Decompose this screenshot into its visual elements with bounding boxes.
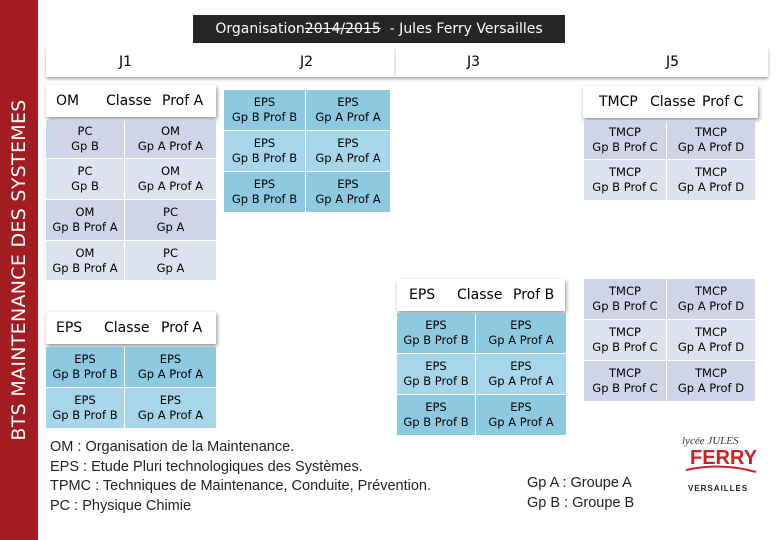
schedule-cell: EPS Gp A Prof A bbox=[125, 388, 216, 428]
j3-eps-header bbox=[397, 279, 565, 311]
header-prof: Prof C bbox=[702, 94, 744, 110]
banner-suffix: - Jules Ferry Versailles bbox=[380, 21, 543, 37]
day-label-j1: J1 bbox=[119, 54, 133, 70]
day-strip-j1-j3 bbox=[46, 47, 396, 77]
header-prof: Prof B bbox=[513, 287, 555, 303]
schedule-cell: TMCP Gp B Prof C bbox=[584, 361, 666, 401]
schedule-cell: OM Gp A Prof A bbox=[125, 159, 216, 199]
schedule-cell: TMCP Gp A Prof D bbox=[667, 120, 755, 159]
header-classe: Classe bbox=[457, 287, 503, 303]
schedule-cell: PC Gp A bbox=[125, 200, 216, 240]
day-label-j2: J2 bbox=[300, 54, 314, 70]
legend-item: PC : Physique Chimie bbox=[50, 497, 192, 514]
schedule-cell: TMCP Gp B Prof C bbox=[584, 160, 666, 200]
logo-line3: VERSAILLES bbox=[688, 484, 749, 493]
schedule-cell: EPS Gp B Prof B bbox=[46, 347, 124, 387]
side-title: BTS MAINTENANCE DES SYSTEMES bbox=[8, 99, 30, 441]
header-subject: EPS bbox=[409, 287, 436, 303]
header-classe: Classe bbox=[106, 93, 152, 109]
schedule-cell: EPS Gp B Prof B bbox=[224, 172, 305, 212]
schedule-cell: TMCP Gp B Prof C bbox=[584, 120, 666, 159]
j1-om-header bbox=[46, 85, 216, 117]
school-logo bbox=[676, 428, 766, 500]
schedule-cell: TMCP Gp A Prof D bbox=[667, 361, 755, 401]
side-bar bbox=[0, 0, 38, 540]
schedule-cell: TMCP Gp A Prof D bbox=[667, 160, 755, 200]
schedule-cell: EPS Gp A Prof A bbox=[476, 354, 566, 394]
schedule-cell: PC Gp A bbox=[125, 241, 216, 280]
header-prof: Prof A bbox=[162, 93, 204, 109]
legend-item: EPS : Etude Pluri technologiques des Systèmes. bbox=[50, 458, 363, 475]
day-label-j5: J5 bbox=[666, 54, 680, 70]
j5-tmcp-header bbox=[583, 86, 758, 118]
schedule-cell: EPS Gp B Prof B bbox=[397, 313, 475, 353]
logo-line2: FERRY bbox=[690, 447, 758, 469]
header-subject: OM bbox=[56, 93, 80, 109]
legend-item: TPMC : Techniques de Maintenance, Conduite, Prévention. bbox=[50, 478, 431, 494]
schedule-cell: TMCP Gp A Prof D bbox=[667, 320, 755, 360]
schedule-cell: EPS Gp A Prof A bbox=[306, 90, 390, 130]
day-label-j3: J3 bbox=[467, 54, 481, 70]
schedule-cell: EPS Gp A Prof A bbox=[476, 395, 566, 435]
schedule-cell: EPS Gp B Prof B bbox=[46, 388, 124, 428]
schedule-cell: EPS Gp B Prof B bbox=[224, 131, 305, 171]
title-banner bbox=[193, 15, 565, 43]
schedule-cell: EPS Gp A Prof A bbox=[125, 347, 216, 387]
schedule-cell: EPS Gp B Prof B bbox=[397, 354, 475, 394]
legend-item: OM : Organisation de la Maintenance. bbox=[50, 439, 295, 455]
schedule-cell: EPS Gp A Prof A bbox=[306, 172, 390, 212]
header-classe: Classe bbox=[104, 320, 150, 336]
j1-eps-header bbox=[46, 312, 216, 344]
day-strip-j3-j5 bbox=[396, 47, 768, 77]
legend bbox=[50, 438, 431, 516]
schedule-cell: TMCP Gp B Prof C bbox=[584, 320, 666, 360]
banner-year: 2014/2015 bbox=[304, 21, 381, 37]
schedule-cell: OM Gp B Prof A bbox=[46, 241, 124, 280]
banner-prefix: Organisation bbox=[215, 21, 305, 37]
logo-line1: lycée JULES bbox=[682, 435, 739, 447]
group-item: Gp A : Groupe A bbox=[527, 475, 632, 491]
logo-graphic bbox=[676, 428, 766, 500]
schedule-cell: TMCP Gp B Prof C bbox=[584, 279, 666, 319]
schedule-cell: EPS Gp A Prof A bbox=[476, 313, 566, 353]
header-subject: EPS bbox=[56, 320, 83, 336]
schedule-cell: EPS Gp B Prof B bbox=[397, 395, 475, 435]
schedule-cell: PC Gp B bbox=[46, 120, 124, 158]
group-item: Gp B : Groupe B bbox=[527, 494, 635, 511]
schedule-cell: EPS Gp B Prof B bbox=[224, 90, 305, 130]
schedule-cell: EPS Gp A Prof A bbox=[306, 131, 390, 171]
header-subject: TMCP bbox=[599, 94, 638, 110]
schedule-cell: OM Gp A Prof A bbox=[125, 120, 216, 158]
schedule-cell: OM Gp B Prof A bbox=[46, 200, 124, 240]
header-classe: Classe bbox=[650, 94, 696, 110]
schedule-cell: TMCP Gp A Prof D bbox=[667, 279, 755, 319]
group-legend bbox=[527, 474, 634, 513]
schedule-cell: PC Gp B bbox=[46, 159, 124, 199]
header-prof: Prof A bbox=[161, 320, 203, 336]
